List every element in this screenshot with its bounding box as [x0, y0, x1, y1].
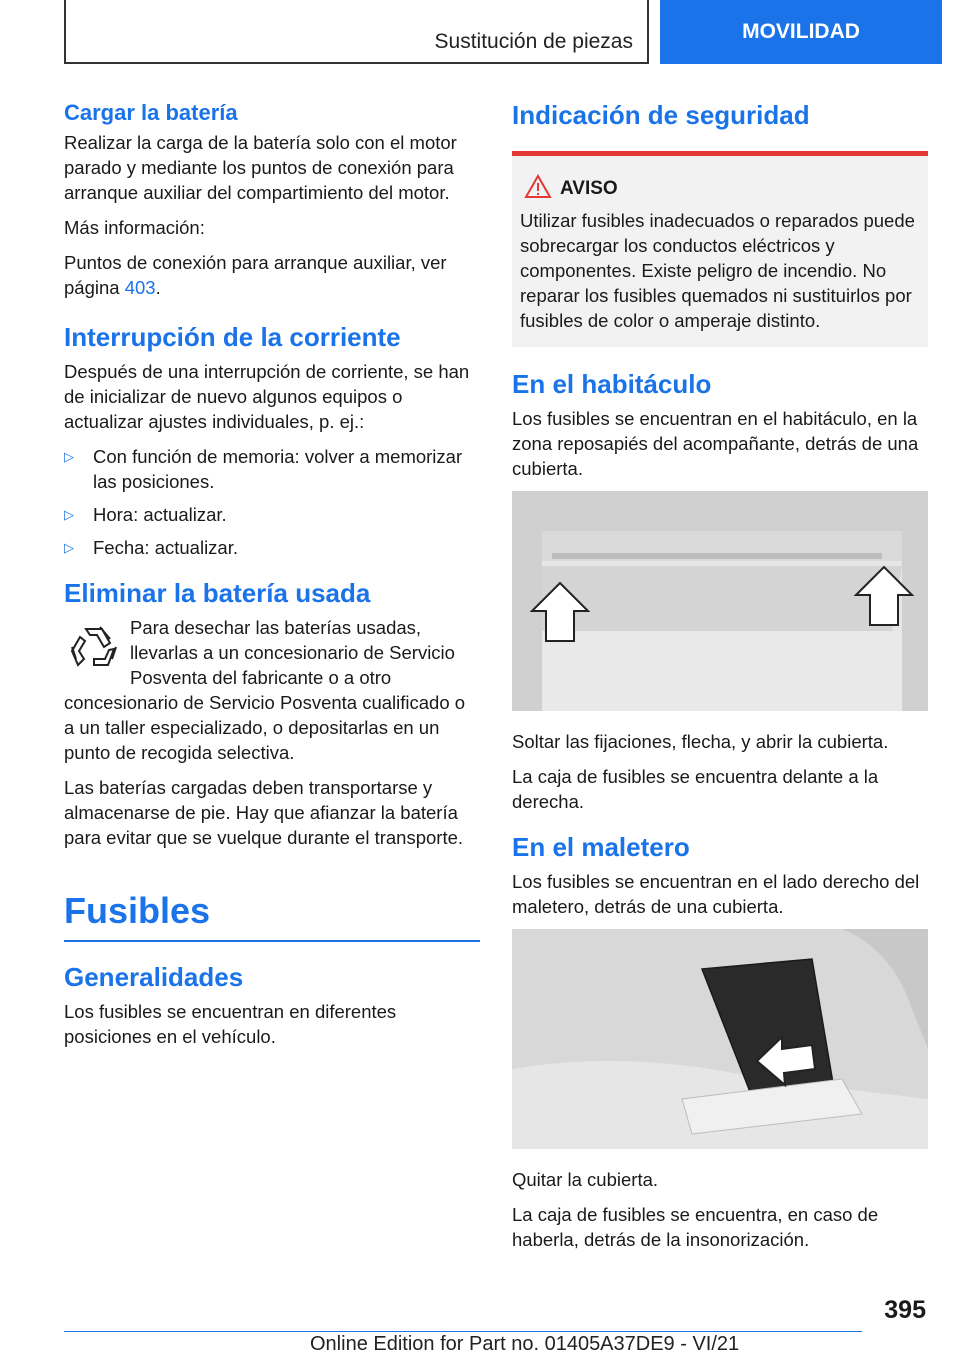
- paragraph: Más información:: [64, 217, 205, 238]
- paragraph: La caja de fusibles se encuentra delante a la derecha.: [512, 766, 879, 812]
- fusibles-rule: [64, 890, 480, 942]
- footer-rule: [64, 1331, 862, 1332]
- paragraph: Las baterías cargadas deben transportarse y almacenarse de pie. Hay que afianzar la batería para evitar que se vuelque durante el transporte.: [64, 777, 464, 848]
- paragraph: Los fusibles se encuentran en el habitáculo, en la zona reposapiés del acompañante, detrás de una cubierta.: [512, 408, 919, 479]
- left-column: [64, 100, 480, 1059]
- warning-box: [512, 151, 928, 347]
- list-item: [64, 535, 480, 560]
- list-item-text: Hora: actualizar.: [93, 504, 227, 525]
- paragraph: La caja de fusibles se encuentra, en caso de haberla, detrás de la insonorización.: [512, 1204, 879, 1250]
- caption: Quitar la cubierta.: [512, 1169, 659, 1190]
- caption: Soltar las fijaciones, flecha, y abrir la cubierta.: [512, 731, 889, 752]
- paragraph: Después de una interrupción de corriente, se han de inicializar de nuevo algunos equipos o actualizar ajustes individuales, p. ej.:: [64, 361, 470, 432]
- paragraph: Los fusibles se encuentran en el lado derecho del maletero, detrás de una cubierta.: [512, 871, 920, 917]
- warning-triangle-icon: [524, 174, 552, 200]
- heading-maletero: En el maletero: [512, 832, 690, 862]
- page-number: 395: [884, 1296, 926, 1324]
- heading-generalidades: Generalidades: [64, 962, 244, 992]
- warning-title: [520, 178, 920, 200]
- paragraph-ref: [64, 250, 480, 300]
- heading-cargar: Cargar la batería: [64, 100, 238, 125]
- footwell-photo: [512, 491, 928, 711]
- list-item: [64, 502, 480, 527]
- warning-text: Utilizar fusibles inadecuados o reparados puede sobrecargar los conductos eléctricos y componentes. Existe peligro de incendio. No reparar los fusibles quemados ni sustituirlos por fusibles de color o amperaje distinto.: [520, 210, 915, 331]
- page-link[interactable]: 403: [124, 277, 156, 298]
- heading-eliminar: Eliminar la batería usada: [64, 578, 371, 608]
- chapter-tab[interactable]: MOVILIDAD: [660, 0, 942, 64]
- header-frame: [64, 0, 649, 64]
- paragraph: Para desechar las baterías usadas, llevarlas a un concesionario de Servicio Posventa del fabricante o a otro concesionario de Servicio Posventa cualificado o a un taller especializado, o depositarlas en un punto de recogida selectiva.: [64, 617, 466, 763]
- list-item-text: Con función de memoria: volver a memorizar las posiciones.: [93, 446, 463, 492]
- edition-footer: Online Edition for Part no. 01405A37DE9 - VI/21: [310, 1333, 740, 1355]
- paragraph: Realizar la carga de la batería solo con el motor parado y mediante los puntos de conexión para arranque auxiliar del compartimiento del motor.: [64, 132, 457, 203]
- list-item-text: Fecha: actualizar.: [93, 537, 238, 558]
- ref-end: .: [155, 277, 161, 298]
- heading-seguridad: Indicación de seguridad: [512, 100, 810, 130]
- warning-label: AVISO: [560, 178, 618, 199]
- bullet-list: [64, 444, 480, 560]
- bullet-triangle-icon: ▷: [64, 449, 74, 464]
- trunk-photo: [512, 929, 928, 1149]
- ref-text: Puntos de conexión para arranque auxiliar, ver página: [64, 252, 447, 298]
- bullet-triangle-icon: ▷: [64, 540, 74, 555]
- recycle-icon: [64, 619, 124, 679]
- paragraph: Los fusibles se encuentran en diferentes posiciones en el vehículo.: [64, 1001, 397, 1047]
- bullet-triangle-icon: ▷: [64, 507, 74, 522]
- list-item: [64, 444, 480, 494]
- right-column: [512, 100, 928, 1262]
- heading-interrupcion: Interrupción de la corriente: [64, 322, 401, 352]
- section-title: Sustitución de piezas: [434, 30, 633, 53]
- heading-habitaculo: En el habitáculo: [512, 369, 712, 399]
- heading-fusibles: Fusibles: [64, 890, 211, 931]
